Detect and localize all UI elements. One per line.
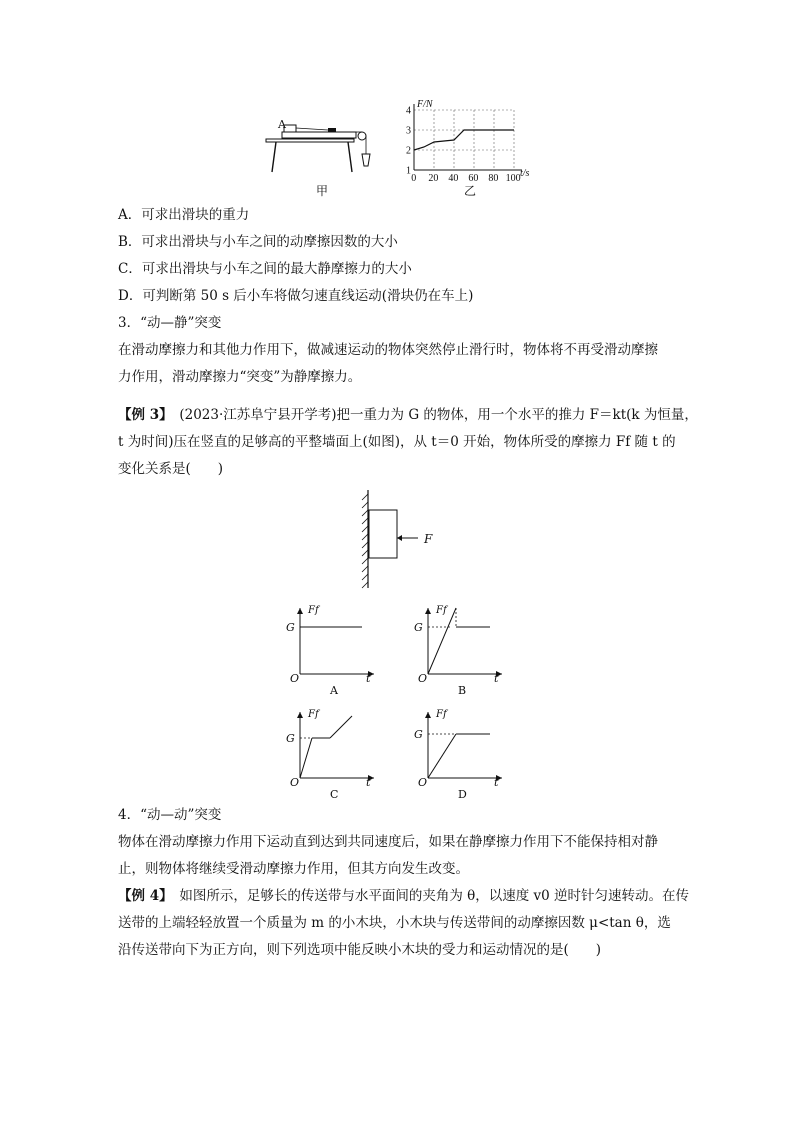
example3-line1 <box>118 406 698 424</box>
x-tick-label: 80 <box>488 173 499 184</box>
option-c: C．可求出滑块与小车之间的最大静摩擦力的大小 <box>118 261 412 277</box>
x-tick-label: 40 <box>448 173 459 184</box>
section4-body-line1: 物体在滑动摩擦力作用下运动直到达到共同速度后，如果在静摩擦力作用下不能保持相对静 <box>118 834 658 850</box>
example4-tag: 【例 4】 <box>118 888 166 904</box>
wall-drawing <box>352 488 452 592</box>
y-tick-label: 4 <box>406 105 411 117</box>
caption-jia: 甲 <box>316 184 329 198</box>
section4-body-line2: 止，则物体将继续受滑动摩擦力作用，但其方向发生改变。 <box>118 861 469 877</box>
wall-figure <box>352 488 452 592</box>
option-b: B．可求出滑块与小车之间的动摩擦因数的大小 <box>118 234 398 250</box>
y-tick-label: 3 <box>406 125 411 137</box>
apparatus-figure <box>262 112 386 202</box>
graph-c <box>282 704 382 800</box>
example4-line2: 送带的上端轻轻放置一个质量为 m 的小木块，小木块与传送带间的动摩擦因数 μ<tan θ，选 <box>118 915 671 931</box>
label-a: A <box>278 118 286 131</box>
example4-line3: 沿传送带向下为正方向，则下列选项中能反映小木块的受力和运动情况的是( ) <box>118 942 602 958</box>
caption-yi: 乙 <box>464 184 477 198</box>
example3-line1-text: (2023·江苏阜宁县开学考)把一重力为 G 的物体，用一个水平的推力 F＝kt(k 为恒量， <box>165 407 698 423</box>
ft-graph-figure <box>398 98 538 202</box>
graph-d-g: G <box>414 728 423 741</box>
x-tick-label: 60 <box>468 173 479 184</box>
option-a: A．可求出滑块的重力 <box>118 207 250 223</box>
graph-b-caption: B <box>458 684 467 697</box>
y-tick-label: 1 <box>406 165 411 177</box>
graph-d-ylabel: Ff <box>436 709 447 720</box>
graph-a-g: G <box>286 621 295 634</box>
y-axis-label: F/N <box>417 99 433 110</box>
graph-a-caption: A <box>330 684 338 697</box>
x-axis-label: t/s <box>520 168 530 179</box>
y-tick-label: 2 <box>406 145 411 157</box>
section3-heading: 3．“动—静”突变 <box>118 315 222 331</box>
graph-a-origin: O <box>290 672 300 685</box>
section3-body-line2: 力作用，滑动摩擦力“突变”为静摩擦力。 <box>118 369 362 385</box>
graph-c-origin: O <box>290 776 300 789</box>
graph-c-ylabel: Ff <box>308 709 319 720</box>
example4-line1 <box>118 887 689 905</box>
graph-b-g: G <box>414 621 423 634</box>
graph-c-g: G <box>286 732 295 745</box>
graph-b-ylabel: Ff <box>436 605 447 616</box>
section4-heading: 4．“动—动”突变 <box>118 807 222 823</box>
option-d: D．可判断第 50 s 后小车将做匀速直线运动(滑块仍在车上) <box>118 288 474 304</box>
graph-d-xlabel: t <box>494 776 499 789</box>
x-tick-label: 100 <box>505 173 521 184</box>
graph-a-xlabel: t <box>366 672 371 685</box>
example3-line2: t 为时间)压在竖直的足够高的平整墙面上(如图)，从 t＝0 开始，物体所受的摩擦力 Ff 随 t 的 <box>118 434 676 450</box>
graph-d-origin: O <box>418 776 428 789</box>
graph-c-xlabel: t <box>366 776 371 789</box>
graph-a <box>282 600 382 696</box>
x-tick-label: 0 <box>411 173 417 184</box>
graph-b <box>410 600 510 696</box>
x-tick-label: 20 <box>428 173 439 184</box>
graph-d-caption: D <box>458 788 467 801</box>
example3-tag: 【例 3】 <box>118 407 166 423</box>
graph-c-caption: C <box>330 788 339 801</box>
series-line-f <box>414 130 514 150</box>
section3-body-line1: 在滑动摩擦力和其他力作用下，做减速运动的物体突然停止滑行时，物体将不再受滑动摩擦 <box>118 342 658 358</box>
example4-line1-text: 如图所示，足够长的传送带与水平面间的夹角为 θ，以速度 v0 逆时针匀速转动。在传 <box>165 888 690 904</box>
graph-b-xlabel: t <box>494 672 499 685</box>
example3-line3: 变化关系是( ) <box>118 461 224 477</box>
graph-b-origin: O <box>418 672 428 685</box>
graph-d <box>410 704 510 800</box>
graph-a-ylabel: Ff <box>308 605 319 616</box>
wall-force-label: F <box>424 532 433 546</box>
